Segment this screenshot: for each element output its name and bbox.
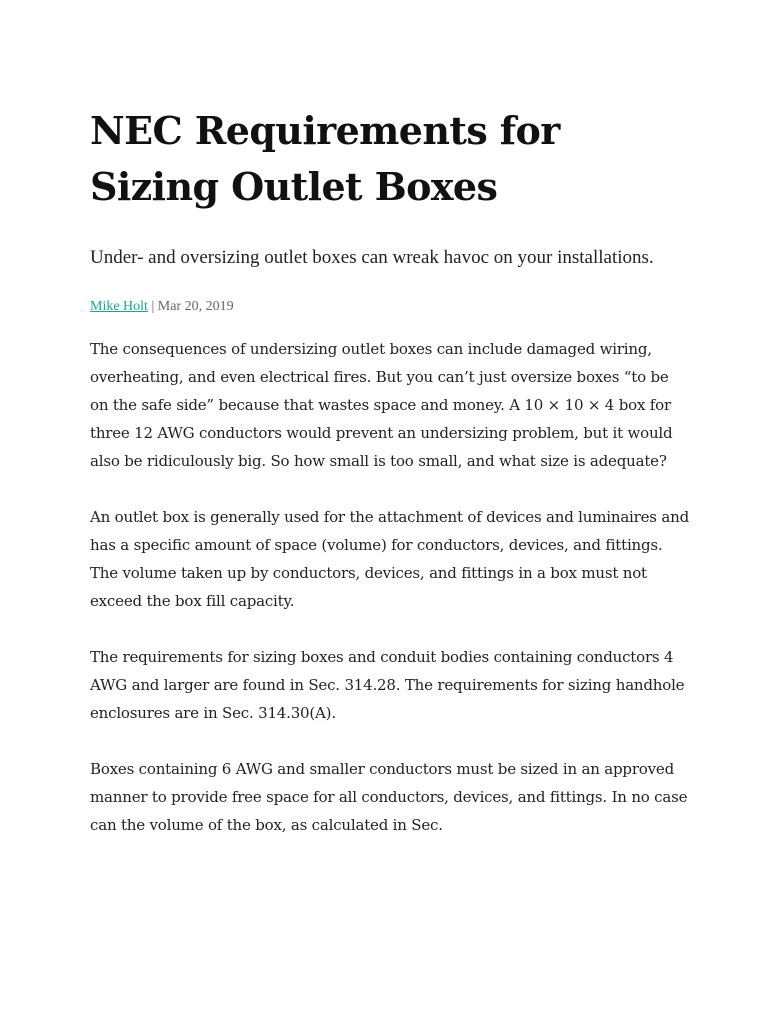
byline-separator: | — [147, 299, 158, 314]
article — [90, 103, 690, 839]
byline — [90, 297, 690, 317]
article-title: NEC Requirements for Sizing Outlet Boxes — [90, 108, 560, 209]
body-paragraph-3: The requirements for sizing boxes and conduit bodies containing conductors 4 AWG and larger are found in Sec. 314.28. The requirements for sizing handhole enclosures are in Sec. 314.30(A). — [90, 648, 685, 722]
body-paragraph-4: Boxes containing 6 AWG and smaller conductors must be sized in an approved manner to provide free space for all conductors, devices, and fittings. In no case can the volume of the box, as calculated in Sec. — [90, 760, 688, 834]
article-subtitle: Under- and oversizing outlet boxes can wreak havoc on your installations. — [90, 247, 654, 268]
publish-date: Mar 20, 2019 — [157, 299, 234, 314]
body-paragraph-1: The consequences of undersizing outlet boxes can include damaged wiring, overheating, and even electrical fires. But you can’t just oversize boxes “to be on the safe side” because that wastes space and money. A 10 × 10 × 4 box for three 12 AWG conductors would prevent an undersizing problem, but it would also be ridiculously big. So how small is too small, and what size is adequate? — [90, 340, 673, 470]
body-paragraph-2: An outlet box is generally used for the attachment of devices and luminaires and has a specific amount of space (volume) for conductors, devices, and fittings. The volume taken up by conductors, devices, and fittings in a box must not exceed the box fill capacity. — [90, 508, 689, 610]
author-link[interactable]: Mike Holt — [90, 299, 148, 314]
